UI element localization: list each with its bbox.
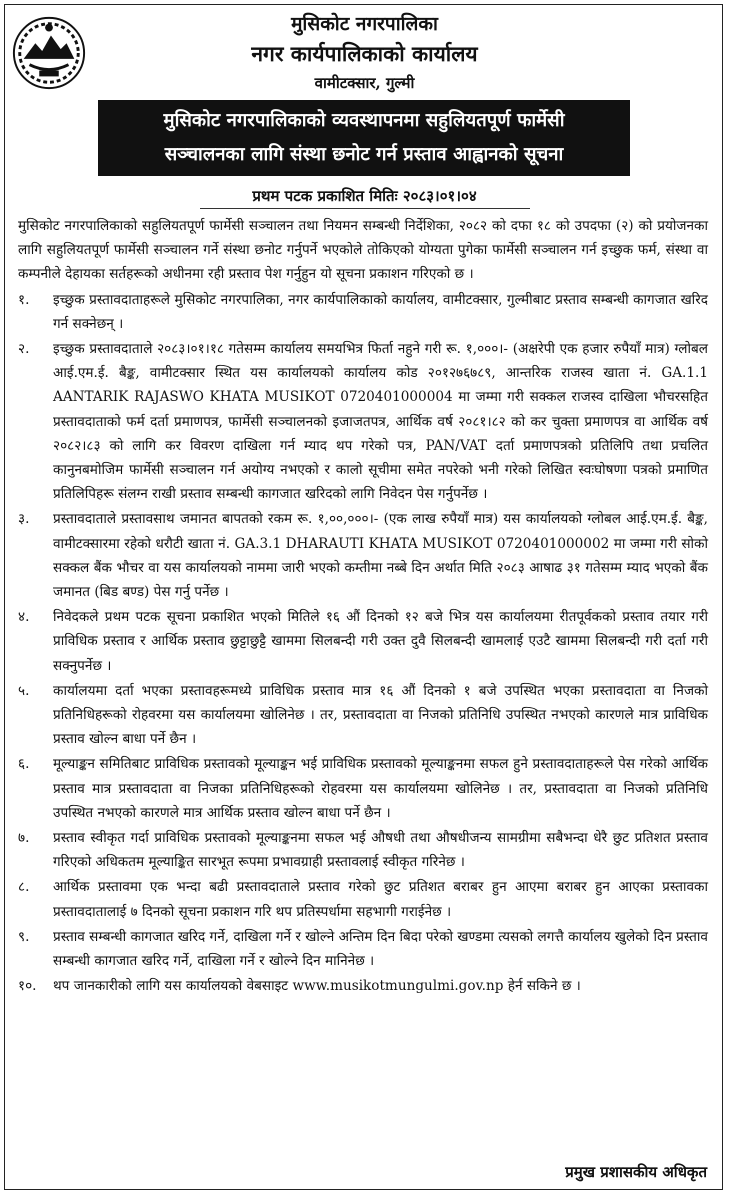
list-item-number: २. [18, 341, 30, 358]
list-item-text: प्रस्ताव सम्बन्धी कागजात खरिद गर्ने, दाखिला गर्ने र खोल्ने अन्तिम दिन बिदा परेको खण्डमा त्यसको लगत्तै कार्यालय खुलेको दिन प्रस्ताव सम्बन्धी कागजात खरिद गर्ने, दाखिला गर्ने र खोल्ने दिन मानिनेछ । [53, 928, 708, 970]
list-item-number: ८. [18, 879, 30, 896]
list-item-text: मूल्याङ्कन समितिबाट प्राविधिक प्रस्तावको मूल्याङ्कन भई प्राविधिक प्रस्तावको मूल्याङ्कनमा सफल हुने प्रस्तावदाताहरूले पेस गरेको आर्थिक प्रस्ताव मात्र प्रस्तावदाता वा निजका प्रतिनिधिहरूको रोहवरमा यस कार्यालयमा खोलिनेछ । तर, प्रस्तावदाता वा निजको प्रतिनिधि उपस्थित नभएको कारणले मात्र आर्थिक प्रस्ताव खोल्न बाधा पर्ने छैन । [53, 756, 708, 821]
notice-title-banner [98, 100, 630, 176]
office-name: नगर कार्यपालिकाको कार्यालय [251, 41, 478, 66]
list-item [18, 752, 708, 825]
notice-title-line-2: सञ्चालनका लागि संस्था छनोट गर्न प्रस्ताव आह्वानको सूचना [164, 144, 564, 165]
list-item [18, 974, 708, 998]
list-item-number: ९. [18, 928, 30, 945]
list-item-text: निवेदकले प्रथम पटक सूचना प्रकाशित भएको मितिले १६ औं दिनको १२ बजे भित्र यस कार्यालयमा रीतपूर्वकको प्रस्ताव तयार गरी प्राविधिक प्रस्ताव र आर्थिक प्रस्ताव छुट्टाछुट्टै खाममा सिलबन्दी गरी उक्त दुवै सिलबन्दी खामलाई एउटै खाममा सिलबन्दी गरी दर्ता गरी सक्नुपर्नेछ । [53, 609, 708, 674]
municipality-name: मुसिकोट नगरपालिका [291, 13, 438, 35]
list-item [18, 337, 708, 506]
list-item-number: ७. [18, 830, 30, 847]
list-item-text: प्रस्ताव स्वीकृत गर्दा प्राविधिक प्रस्तावको मूल्याङ्कनमा सफल भई औषधी तथा औषधीजन्य सामग्रीमा सबैभन्दा धेरै छुट प्रतिशत प्रस्ताव गरिएको अधिकतम मूल्याङ्कित सारभूत रूपमा प्रभावग्राही प्रस्तावलाई स्वीकृत गरिनेछ । [53, 830, 708, 871]
office-address: वामीटक्सार, गुल्मी [314, 74, 415, 92]
list-item [18, 288, 708, 336]
list-item-number: ४. [18, 609, 30, 626]
notice-title-line-1: मुसिकोट नगरपालिकाको व्यवस्थापनमा सहुलियतपूर्ण फार्मेसी [163, 110, 565, 131]
list-item-text: थप जानकारीको लागि यस कार्यालयको वेबसाइट www.musikotmungulmi.gov.np हेर्न सकिने छ । [53, 978, 581, 995]
list-item-number: ६. [18, 756, 30, 773]
list-item [18, 925, 708, 973]
list-item-number: ३. [18, 511, 30, 528]
list-item-text: इच्छुक प्रस्तावदाताहरूले मुसिकोट नगरपालिका, नगर कार्यपालिकाको कार्यालय, वामीटक्सार, गुल्मीबाट प्रस्ताव सम्बन्धी कागजात खरिद गर्न सक्नेछन् । [53, 291, 708, 332]
signature-title: प्रमुख प्रशासकीय अधिकृत [565, 1163, 707, 1181]
list-item [18, 605, 708, 678]
date-underline [200, 208, 530, 209]
list-item-number: ५. [18, 682, 30, 699]
list-item-text: प्रस्तावदाताले प्रस्तावसाथ जमानत बापतको रकम रू. १,००,०००।- (एक लाख रुपैयाँ मात्र) यस कार्यालयको ग्लोबल आई.एम.ई. बैङ्क, वामीटक्सारमा रहेको धरौटी खाता नं. GA.3.1 DHARAUTI KHATA MUSIKOT 0720401000002 मा जम्मा गरी सोको सक्कल बैंक भौचर वा यस कार्यालयको नाममा जारी भएको कम्तीमा नब्बे दिन अर्थात मिति २०८३ आषाढ ३१ गतेसम्म म्याद भएको बैंक जमानत (बिड बण्ड) पेस गर्नु पर्नेछ । [53, 511, 708, 601]
list-item [18, 875, 708, 923]
list-item-text: आर्थिक प्रस्तावमा एक भन्दा बढी प्रस्तावदाताले प्रस्ताव गरेको छुट प्रतिशत बराबर हुन आएमा बराबर हुन आएका प्रस्तावका प्रस्तावदातालाई ७ दिनको सूचना प्रकाशन गरि थप प्रतिस्पर्धामा सहभागी गराईनेछ । [53, 879, 708, 920]
list-item [18, 507, 708, 604]
conditions-list [18, 288, 708, 999]
notice-body [18, 214, 708, 999]
intro-paragraph: मुसिकोट नगरपालिकाको सहुलियतपूर्ण फार्मेसी सञ्चालन तथा नियमन सम्बन्धी निर्देशिका, २०८२ को दफा १८ को उपदफा (२) को प्रयोजनका लागि सहुलियतपूर्ण फार्मेसी सञ्चालन गर्ने संस्था छनोट गर्नुपर्ने भएकोले तोकिएको योग्यता पुगेका फार्मेसी सञ्चालन गर्न इच्छुक फर्म, संस्था वा कम्पनीले देहायका सर्तहरूको अधीनमा रही प्रस्ताव पेश गर्नुहुन यो सूचना प्रकाशन गरिएको छ । [18, 218, 708, 283]
list-item [18, 679, 708, 752]
list-item-text: इच्छुक प्रस्तावदाताले २०८३।०१।१८ गतेसम्म कार्यालय समयभित्र फिर्ता नहुने गरी रू. १,०००।- (अक्षरेपी एक हजार रुपैयाँ मात्र) ग्लोबल आई.एम.ई. बैङ्क, वामीटक्सार स्थित यस कार्यालयको कार्यालय कोड २०१२७६७८९, आन्तरिक राजस्व खाता नं. GA.1.1 AANTARIK RAJASWO KHATA MUSIKOT 0720401000004 मा जम्मा गरी सक्कल राजस्व दाखिला भौचरसहित प्रस्तावदाताको फर्म दर्ता प्रमाणपत्र, फार्मेसी सञ्चालनको इजाजतपत्र, आर्थिक वर्ष २०८१।८२ को कर चुक्ता प्रमाणपत्र वा आर्थिक वर्ष २०८२।८३ को लागि कर विवरण दाखिला गर्न म्याद थप गरेको पत्र, PAN/VAT दर्ता प्रमाणपत्रको प्रतिलिपि तथा प्रचलित कानुनबमोजिम फार्मेसी सञ्चालन गर्न अयोग्य नभएको र कालो सूचीमा समेत नपरेको भनी गरेको लिखित स्वःघोषणा पत्रको प्रमाणित प्रतिलिपिहरू संलग्न राखी प्रस्ताव सम्बन्धी कागजात खरिदको लागि निवेदन पेस गर्नुपर्नेछ । [53, 341, 708, 503]
list-item-number: १. [18, 291, 30, 308]
list-item-number: १०. [18, 978, 37, 995]
list-item [18, 826, 708, 874]
publication-date: प्रथम पटक प्रकाशित मितिः २०८३।०१।०४ [252, 187, 477, 205]
list-item-text: कार्यालयमा दर्ता भएका प्रस्तावहरूमध्ये प्राविधिक प्रस्ताव मात्र १६ औं दिनको १ बजे उपस्थित भएका प्रस्तावदाता वा निजको प्रतिनिधिहरूको रोहवरमा यस कार्यालयमा खोलिनेछ । तर, प्रस्तावदाता वा निजको प्रतिनिधि उपस्थित नभएको कारणले मात्र प्राविधिक प्रस्ताव खोल्न बाधा पर्ने छैन । [53, 682, 708, 748]
